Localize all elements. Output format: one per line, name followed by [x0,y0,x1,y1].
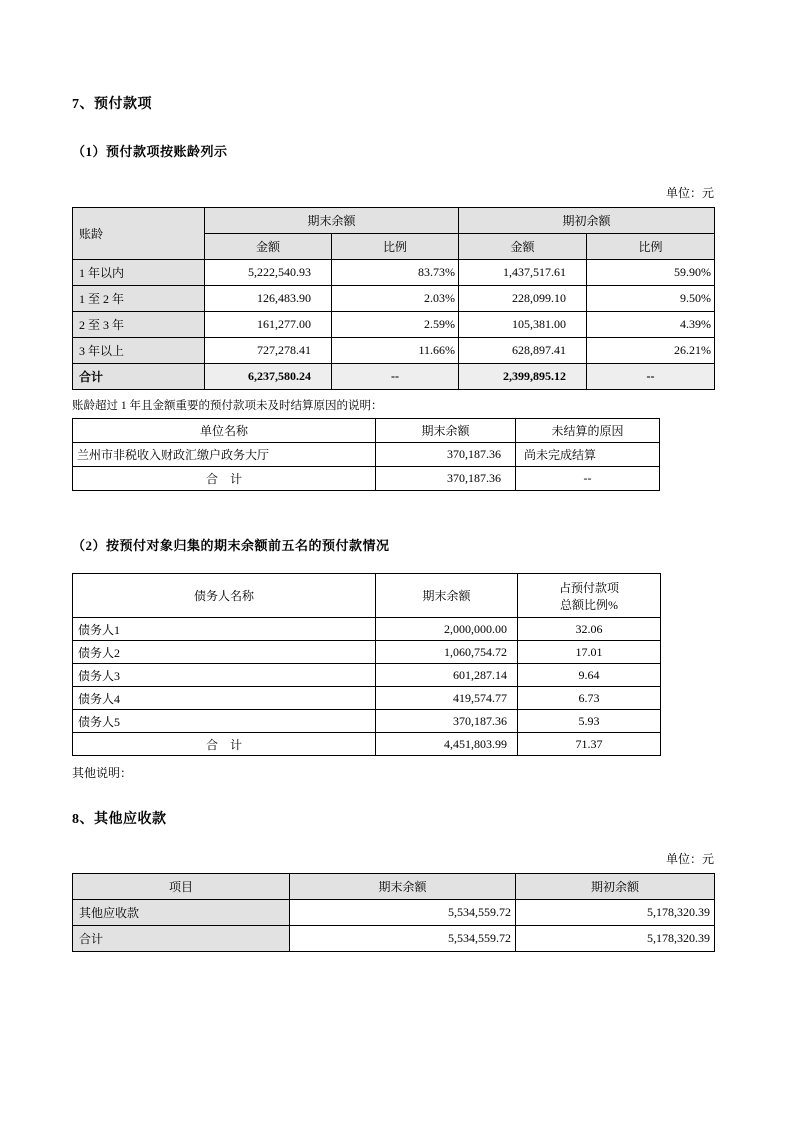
table-row [73,687,661,710]
beg-ratio-cell: 59.90% [587,260,715,286]
ratio-cell: 32.06 [518,618,661,641]
total-reason-cell: -- [516,467,660,491]
end-ratio-cell: 11.66% [332,338,459,364]
aging-row-label: 1 年以内 [73,260,205,286]
end-ratio-cell: 2.03% [332,286,459,312]
total-label-cell: 合计 [73,926,290,952]
entity-name-cell: 兰州市非税收入财政汇缴户政务大厅 [73,443,376,467]
ratio-header-line2: 总额比例% [560,597,618,612]
beginning-balance-header-cell: 期初余额 [459,208,715,234]
amount-cell: 370,187.36 [376,710,518,733]
ratio-cell: 17.01 [518,641,661,664]
total-beg-amount-cell: 2,399,895.12 [459,364,587,390]
table-row [73,286,715,312]
end-amount-cell: 161,277.00 [205,312,332,338]
beg-amount-cell: 1,437,517.61 [459,260,587,286]
prepayments-aging-table [72,207,715,390]
table-row [73,900,715,926]
table-row [73,443,660,467]
debtor-name-cell: 债务人3 [73,664,376,687]
table-total-row [73,733,661,756]
end-amount-cell: 5,222,540.93 [205,260,332,286]
end-amount-cell: 126,483.90 [205,286,332,312]
entity-name-header-cell: 单位名称 [73,419,376,443]
beginning-balance-header-cell: 期初余额 [516,874,715,900]
top5-prepayments-table [72,573,661,756]
other-receivables-table [72,873,715,952]
debtor-name-header-cell: 债务人名称 [73,574,376,618]
end-amount-cell: 727,278.41 [205,338,332,364]
ratio-header-line1: 占预付款项 [558,580,619,595]
debtor-name-cell: 债务人4 [73,687,376,710]
total-end-ratio-cell: -- [332,364,459,390]
document-content [72,0,714,952]
aging-row-label: 2 至 3 年 [73,312,205,338]
amount-cell: 601,287.14 [376,664,518,687]
total-label-cell: 合 计 [73,733,376,756]
ratio-header-cell: 比例 [587,234,715,260]
total-ratio-cell: 71.37 [518,733,661,756]
beg-ratio-cell: 4.39% [587,312,715,338]
ratio-header-cell: 比例 [332,234,459,260]
ratio-cell: 9.64 [518,664,661,687]
unit-label-other-receivables: 单位：元 [665,852,714,866]
aging-note: 账龄超过 1 年且金额重要的预付款项未及时结算原因的说明： [72,400,383,412]
ending-balance-header-cell: 期末余额 [376,419,516,443]
beginning-amount-cell: 5,178,320.39 [516,900,715,926]
aging-row-label: 3 年以上 [73,338,205,364]
ending-balance-header-cell: 期末余额 [290,874,516,900]
ending-balance-header-cell: 期末余额 [376,574,518,618]
unit-label-prepayments: 单位：元 [665,186,714,200]
section-7-title: 7、预付款项 [72,97,152,112]
debtor-name-cell: 债务人2 [73,641,376,664]
ratio-header-cell [518,574,661,618]
item-label-cell: 其他应收款 [73,900,290,926]
amount-cell: 370,187.36 [376,443,516,467]
total-beg-ratio-cell: -- [587,364,715,390]
table-header-row [73,208,715,234]
amount-cell: 1,060,754.72 [376,641,518,664]
table-row [73,664,661,687]
unsettled-prepayments-table [72,418,660,491]
amount-header-cell: 金额 [459,234,587,260]
aging-header-cell: 账龄 [73,208,205,260]
table-header-row [73,574,661,618]
ratio-cell: 5.93 [518,710,661,733]
table-row [73,641,661,664]
end-ratio-cell: 83.73% [332,260,459,286]
other-notes-label: 其他说明： [72,766,133,780]
section-8-title: 8、其他应收款 [72,812,167,827]
end-ratio-cell: 2.59% [332,312,459,338]
section-7-1-title: （1）预付款项按账龄列示 [72,144,228,159]
table-row [73,312,715,338]
table-header-row [73,419,660,443]
table-header-row [73,874,715,900]
amount-cell: 2,000,000.00 [376,618,518,641]
debtor-name-cell: 债务人1 [73,618,376,641]
debtor-name-cell: 债务人5 [73,710,376,733]
reason-header-cell: 未结算的原因 [516,419,660,443]
table-row [73,260,715,286]
total-beginning-amount-cell: 5,178,320.39 [516,926,715,952]
ending-balance-header-cell: 期末余额 [205,208,459,234]
ending-amount-cell: 5,534,559.72 [290,900,516,926]
reason-cell: 尚未完成结算 [516,443,660,467]
beg-ratio-cell: 9.50% [587,286,715,312]
table-total-row [73,364,715,390]
amount-header-cell: 金额 [205,234,332,260]
section-7-2-title: （2）按预付对象归集的期末余额前五名的预付款情况 [72,538,390,553]
total-amount-cell: 370,187.36 [376,467,516,491]
amount-cell: 419,574.77 [376,687,518,710]
item-header-cell: 项目 [73,874,290,900]
total-amount-cell: 4,451,803.99 [376,733,518,756]
beg-amount-cell: 228,099.10 [459,286,587,312]
table-row [73,618,661,641]
ratio-cell: 6.73 [518,687,661,710]
total-end-amount-cell: 6,237,580.24 [205,364,332,390]
table-total-row [73,467,660,491]
total-label-cell: 合 计 [73,467,376,491]
table-row [73,710,661,733]
total-label-cell: 合计 [73,364,205,390]
beg-amount-cell: 105,381.00 [459,312,587,338]
beg-ratio-cell: 26.21% [587,338,715,364]
aging-row-label: 1 至 2 年 [73,286,205,312]
table-total-row [73,926,715,952]
table-row [73,338,715,364]
total-ending-amount-cell: 5,534,559.72 [290,926,516,952]
beg-amount-cell: 628,897.41 [459,338,587,364]
